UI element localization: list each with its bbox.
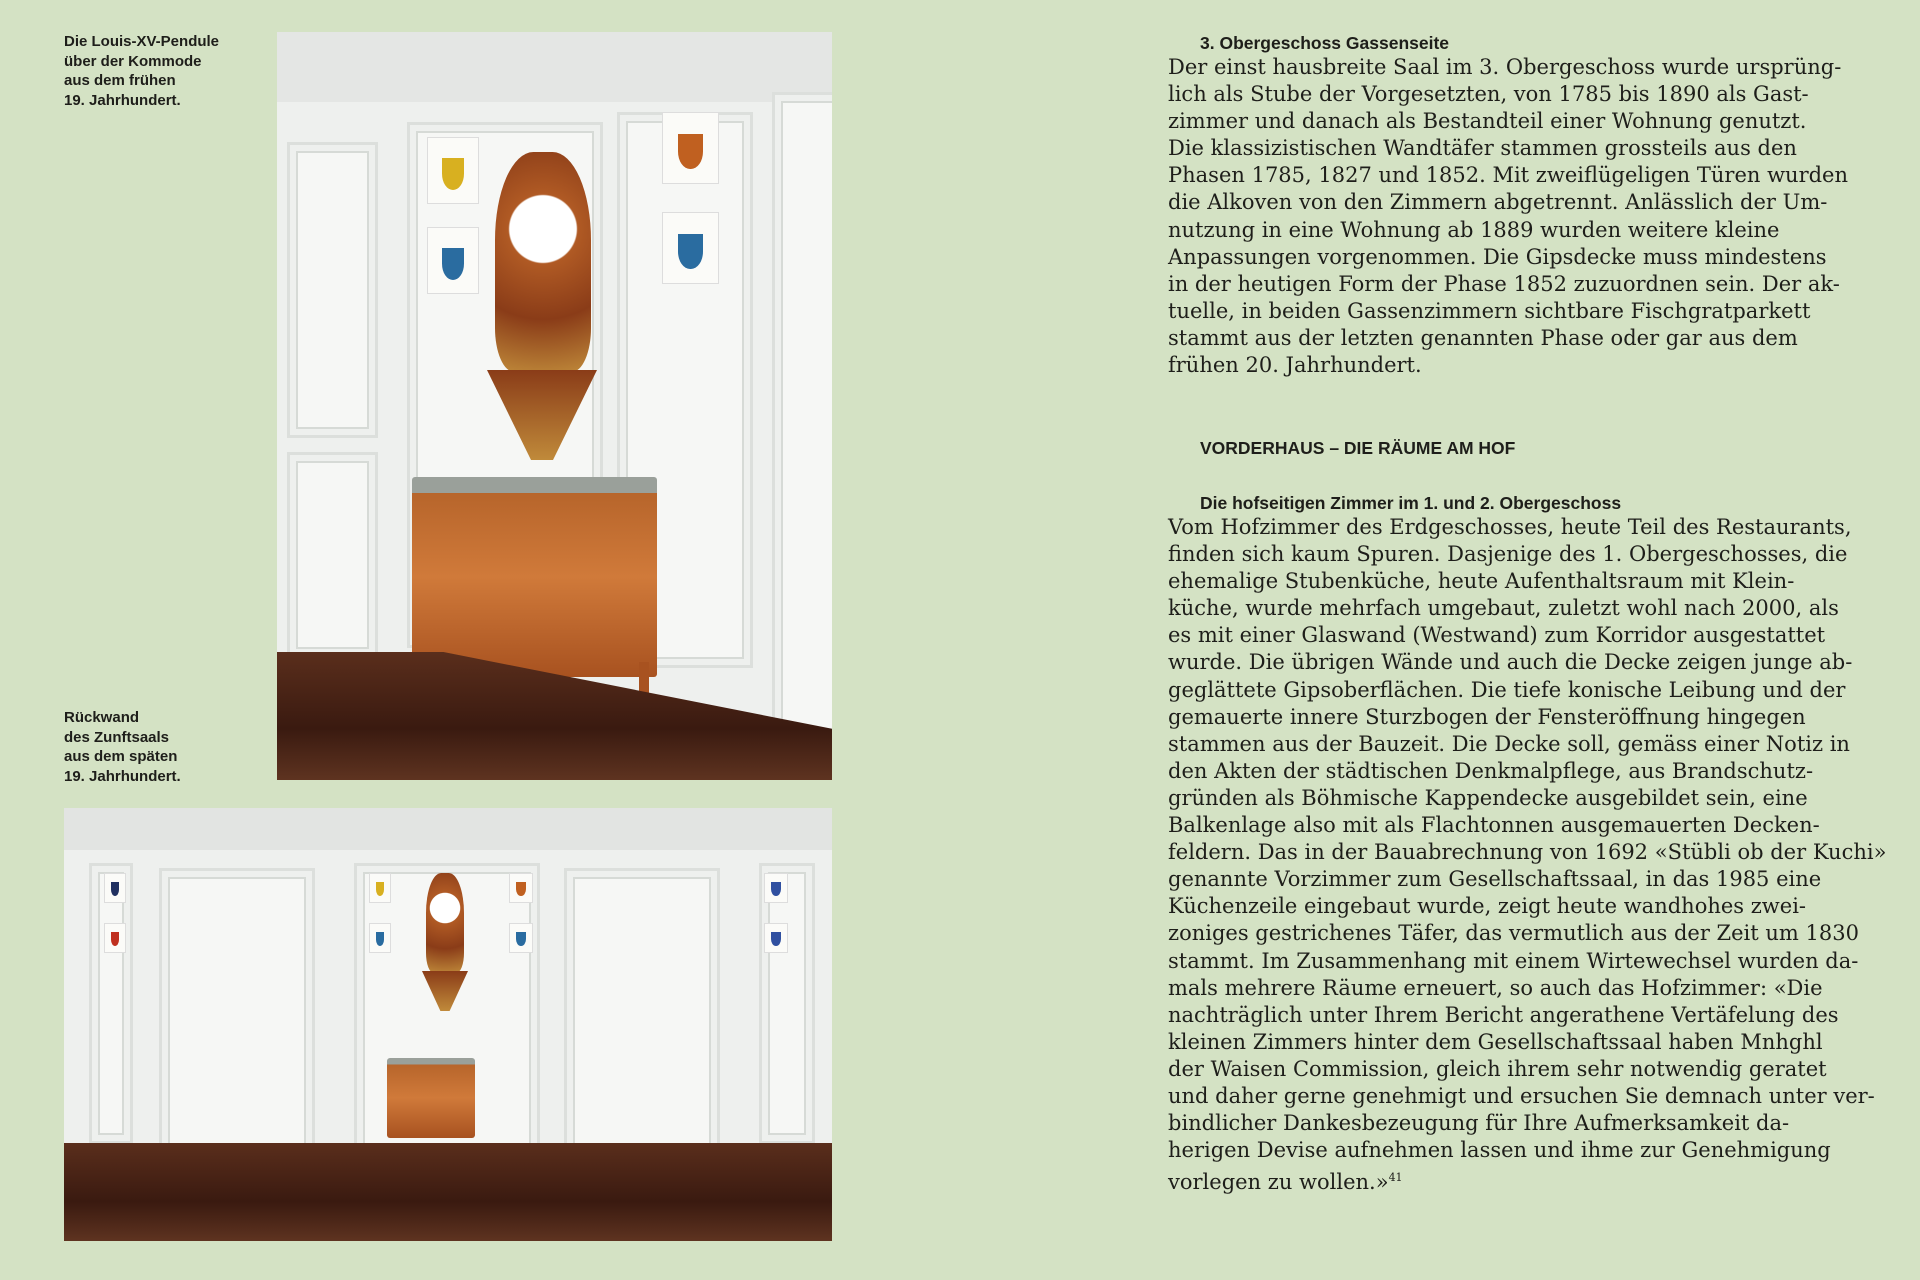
coat-of-arms [509, 873, 533, 903]
text-line [1168, 81, 1809, 108]
text-line-content: finden sich kaum Spuren. Dasjenige des 1. Obergeschosses, die [1168, 542, 1848, 567]
text-line-content: und daher gerne genehmigt und ersuchen Sie demnach unter ver- [1168, 1083, 1875, 1108]
text-line [1168, 731, 1850, 758]
text-line-content: mals mehrere Räume erneuert, so auch das Hofzimmer: «Die [1168, 975, 1823, 1000]
text-line-content: Der einst hausbreite Saal im 3. Obergeschoss wurde ursprüng- [1168, 55, 1842, 79]
text-line-content: bindlicher Dankesbezeugung für Ihre Aufmerksamkeit da- [1168, 1111, 1790, 1136]
text-line-content: feldern. Das in der Bauabrechnung von 1692 «Stübli ob der Kuchi» [1168, 840, 1887, 865]
caption-bottom [64, 708, 181, 786]
text-line [1168, 1137, 1831, 1164]
caption-line: des Zunftsaals [64, 728, 170, 746]
text-line [1168, 54, 1842, 81]
text-line-content: gemauerte innere Sturzbogen der Fensteröffnung hingegen [1168, 704, 1806, 729]
text-line [1168, 271, 1840, 298]
text-line-content: küche, wurde mehrfach umgebaut, zuletzt wohl nach 2000, als [1168, 596, 1839, 621]
caption-line: aus dem frühen [64, 72, 176, 89]
text-line-content: herigen Devise aufnehmen lassen und ihme zur Genehmigung [1168, 1138, 1831, 1163]
text-line-content: Die klassizistischen Wandtäfer stammen grossteils aus den [1168, 136, 1797, 161]
text-line [1168, 325, 1798, 352]
caption-line: über der Kommode [64, 52, 202, 70]
text-line [1168, 948, 1859, 975]
text-line [1168, 1002, 1839, 1029]
text-line-content: genannte Vorzimmer zum Gesellschaftssaal, in das 1985 eine [1168, 867, 1822, 892]
text-line [1168, 108, 1807, 135]
coat-of-arms [104, 923, 126, 953]
section-hofzimmer [1168, 492, 1887, 1196]
text-line [1168, 893, 1807, 920]
coat-of-arms [427, 227, 479, 294]
coat-of-arms [369, 873, 391, 903]
text-line-content: Anpassungen vorgenommen. Die Gipsdecke muss mindestens [1168, 244, 1827, 269]
text-line-content: Küchenzeile eingebaut wurde, zeigt heute wandhohes zwei- [1168, 894, 1807, 919]
text-line [1168, 541, 1848, 568]
commode [387, 1058, 475, 1138]
chapter-title: VORDERHAUS – DIE RÄUME AM HOF [1200, 438, 1516, 458]
text-line [1168, 189, 1828, 216]
section-heading: Die hofseitigen Zimmer im 1. und 2. Obergeschoss [1200, 493, 1622, 513]
coat-of-arms [662, 212, 719, 284]
text-line-content: zimmer und danach als Bestandteil einer Wohnung genutzt. [1168, 109, 1807, 134]
text-line [1168, 514, 1852, 541]
coat-of-arms [104, 873, 126, 903]
text-line [1168, 217, 1778, 244]
text-line [1168, 244, 1827, 271]
text-line-content: zoniges gestrichenes Täfer, das vermutlich aus der Zeit um 1830 [1168, 921, 1859, 946]
text-line-content: geglättete Gipsoberflächen. Die tiefe konische Leibung und der [1168, 677, 1846, 702]
text-line [1168, 135, 1797, 162]
caption-line: aus dem späten [64, 748, 178, 765]
photo-pendule-commode [277, 32, 832, 780]
text-line [1168, 622, 1826, 649]
coat-of-arms [764, 873, 788, 903]
text-line [1168, 1083, 1875, 1110]
text-line [1168, 352, 1778, 379]
text-line [1168, 1164, 1778, 1196]
text-line-content: stammen aus der Bauzeit. Die Decke soll, gemäss einer Notiz in [1168, 731, 1850, 756]
text-line-content: nachträglich unter Ihrem Bericht angerathene Vertäfelung des [1168, 1002, 1839, 1027]
section-heading: 3. Obergeschoss Gassenseite [1200, 33, 1450, 53]
text-line [1168, 1110, 1790, 1137]
text-line-content: Phasen 1785, 1827 und 1852. Mit zweiflügeligen Türen wurden [1168, 163, 1849, 188]
caption-top [64, 32, 219, 110]
coat-of-arms [509, 923, 533, 953]
text-line-content: gründen als Böhmische Kappendecke ausgebildet sein, eine [1168, 785, 1808, 810]
text-line [1168, 568, 1795, 595]
text-line [1168, 649, 1853, 676]
caption-line: Rückwand [64, 709, 140, 726]
text-line [1168, 866, 1822, 893]
text-line-content: Vom Hofzimmer des Erdgeschosses, heute Teil des Restaurants, [1168, 515, 1852, 539]
section-body [1168, 54, 1849, 379]
pendulum-clock [495, 152, 591, 372]
text-line-content: in der heutigen Form der Phase 1852 zuzuordnen sein. Der ak- [1168, 271, 1840, 296]
text-line [1168, 677, 1846, 704]
photo-rueckwand-zunftsaal [64, 808, 832, 1241]
caption-line: 19. Jahrhundert. [64, 767, 181, 785]
text-line-content: vorlegen zu wollen.» [1168, 1170, 1389, 1195]
text-line-content: stammt aus der letzten genannten Phase oder gar aus dem [1168, 325, 1798, 350]
caption-line: 19. Jahrhundert. [64, 91, 181, 109]
text-line [1168, 298, 1811, 325]
text-line [1168, 1056, 1827, 1083]
text-line [1168, 758, 1814, 785]
text-line-content: tuelle, in beiden Gassenzimmern sichtbare Fischgratparkett [1168, 298, 1811, 323]
coat-of-arms [427, 137, 479, 204]
commode [412, 477, 657, 677]
text-line-content: ehemalige Stubenküche, heute Aufenthaltsraum mit Klein- [1168, 569, 1795, 594]
section-gassenseite [1168, 32, 1849, 379]
text-line-content: die Alkoven von den Zimmern abgetrennt. Anlässlich der Um- [1168, 190, 1828, 215]
text-line-content: kleinen Zimmers hinter dem Gesellschaftssaal haben Mnhghl [1168, 1029, 1823, 1054]
text-line-content: frühen 20. Jahrhundert. [1168, 353, 1422, 378]
text-line [1168, 839, 1887, 866]
text-line-content: den Akten der städtischen Denkmalpflege, aus Brandschutz- [1168, 758, 1814, 783]
coat-of-arms [369, 923, 391, 953]
section-body [1168, 514, 1887, 1196]
text-line-content: Balkenlage also mit als Flachtonnen ausgemauerten Decken- [1168, 813, 1820, 838]
text-line [1168, 704, 1806, 731]
caption-line: Die Louis-XV-Pendule [64, 33, 220, 50]
text-line [1168, 162, 1849, 189]
text-line [1168, 920, 1859, 947]
text-line-content: lich als Stube der Vorgesetzten, von 1785 bis 1890 als Gast- [1168, 82, 1809, 107]
text-line-content: es mit einer Glaswand (Westwand) zum Korridor ausgestattet [1168, 623, 1826, 648]
text-line [1168, 812, 1820, 839]
text-line-content: stammt. Im Zusammenhang mit einem Wirtewechsel wurden da- [1168, 948, 1859, 973]
text-line-content: der Waisen Commission, gleich ihrem sehr notwendig geratet [1168, 1056, 1827, 1081]
text-line-content: nutzung in eine Wohnung ab 1889 wurden weitere kleine [1168, 217, 1780, 242]
pendulum-clock [426, 873, 464, 973]
text-line [1168, 785, 1808, 812]
text-line [1168, 1029, 1823, 1056]
text-line [1168, 595, 1839, 622]
footnote-marker: 41 [1388, 1171, 1403, 1185]
text-line [1168, 975, 1823, 1002]
coat-of-arms [764, 923, 788, 953]
text-line-content: wurde. Die übrigen Wände und auch die Decke zeigen junge ab- [1168, 650, 1853, 675]
coat-of-arms [662, 112, 719, 184]
